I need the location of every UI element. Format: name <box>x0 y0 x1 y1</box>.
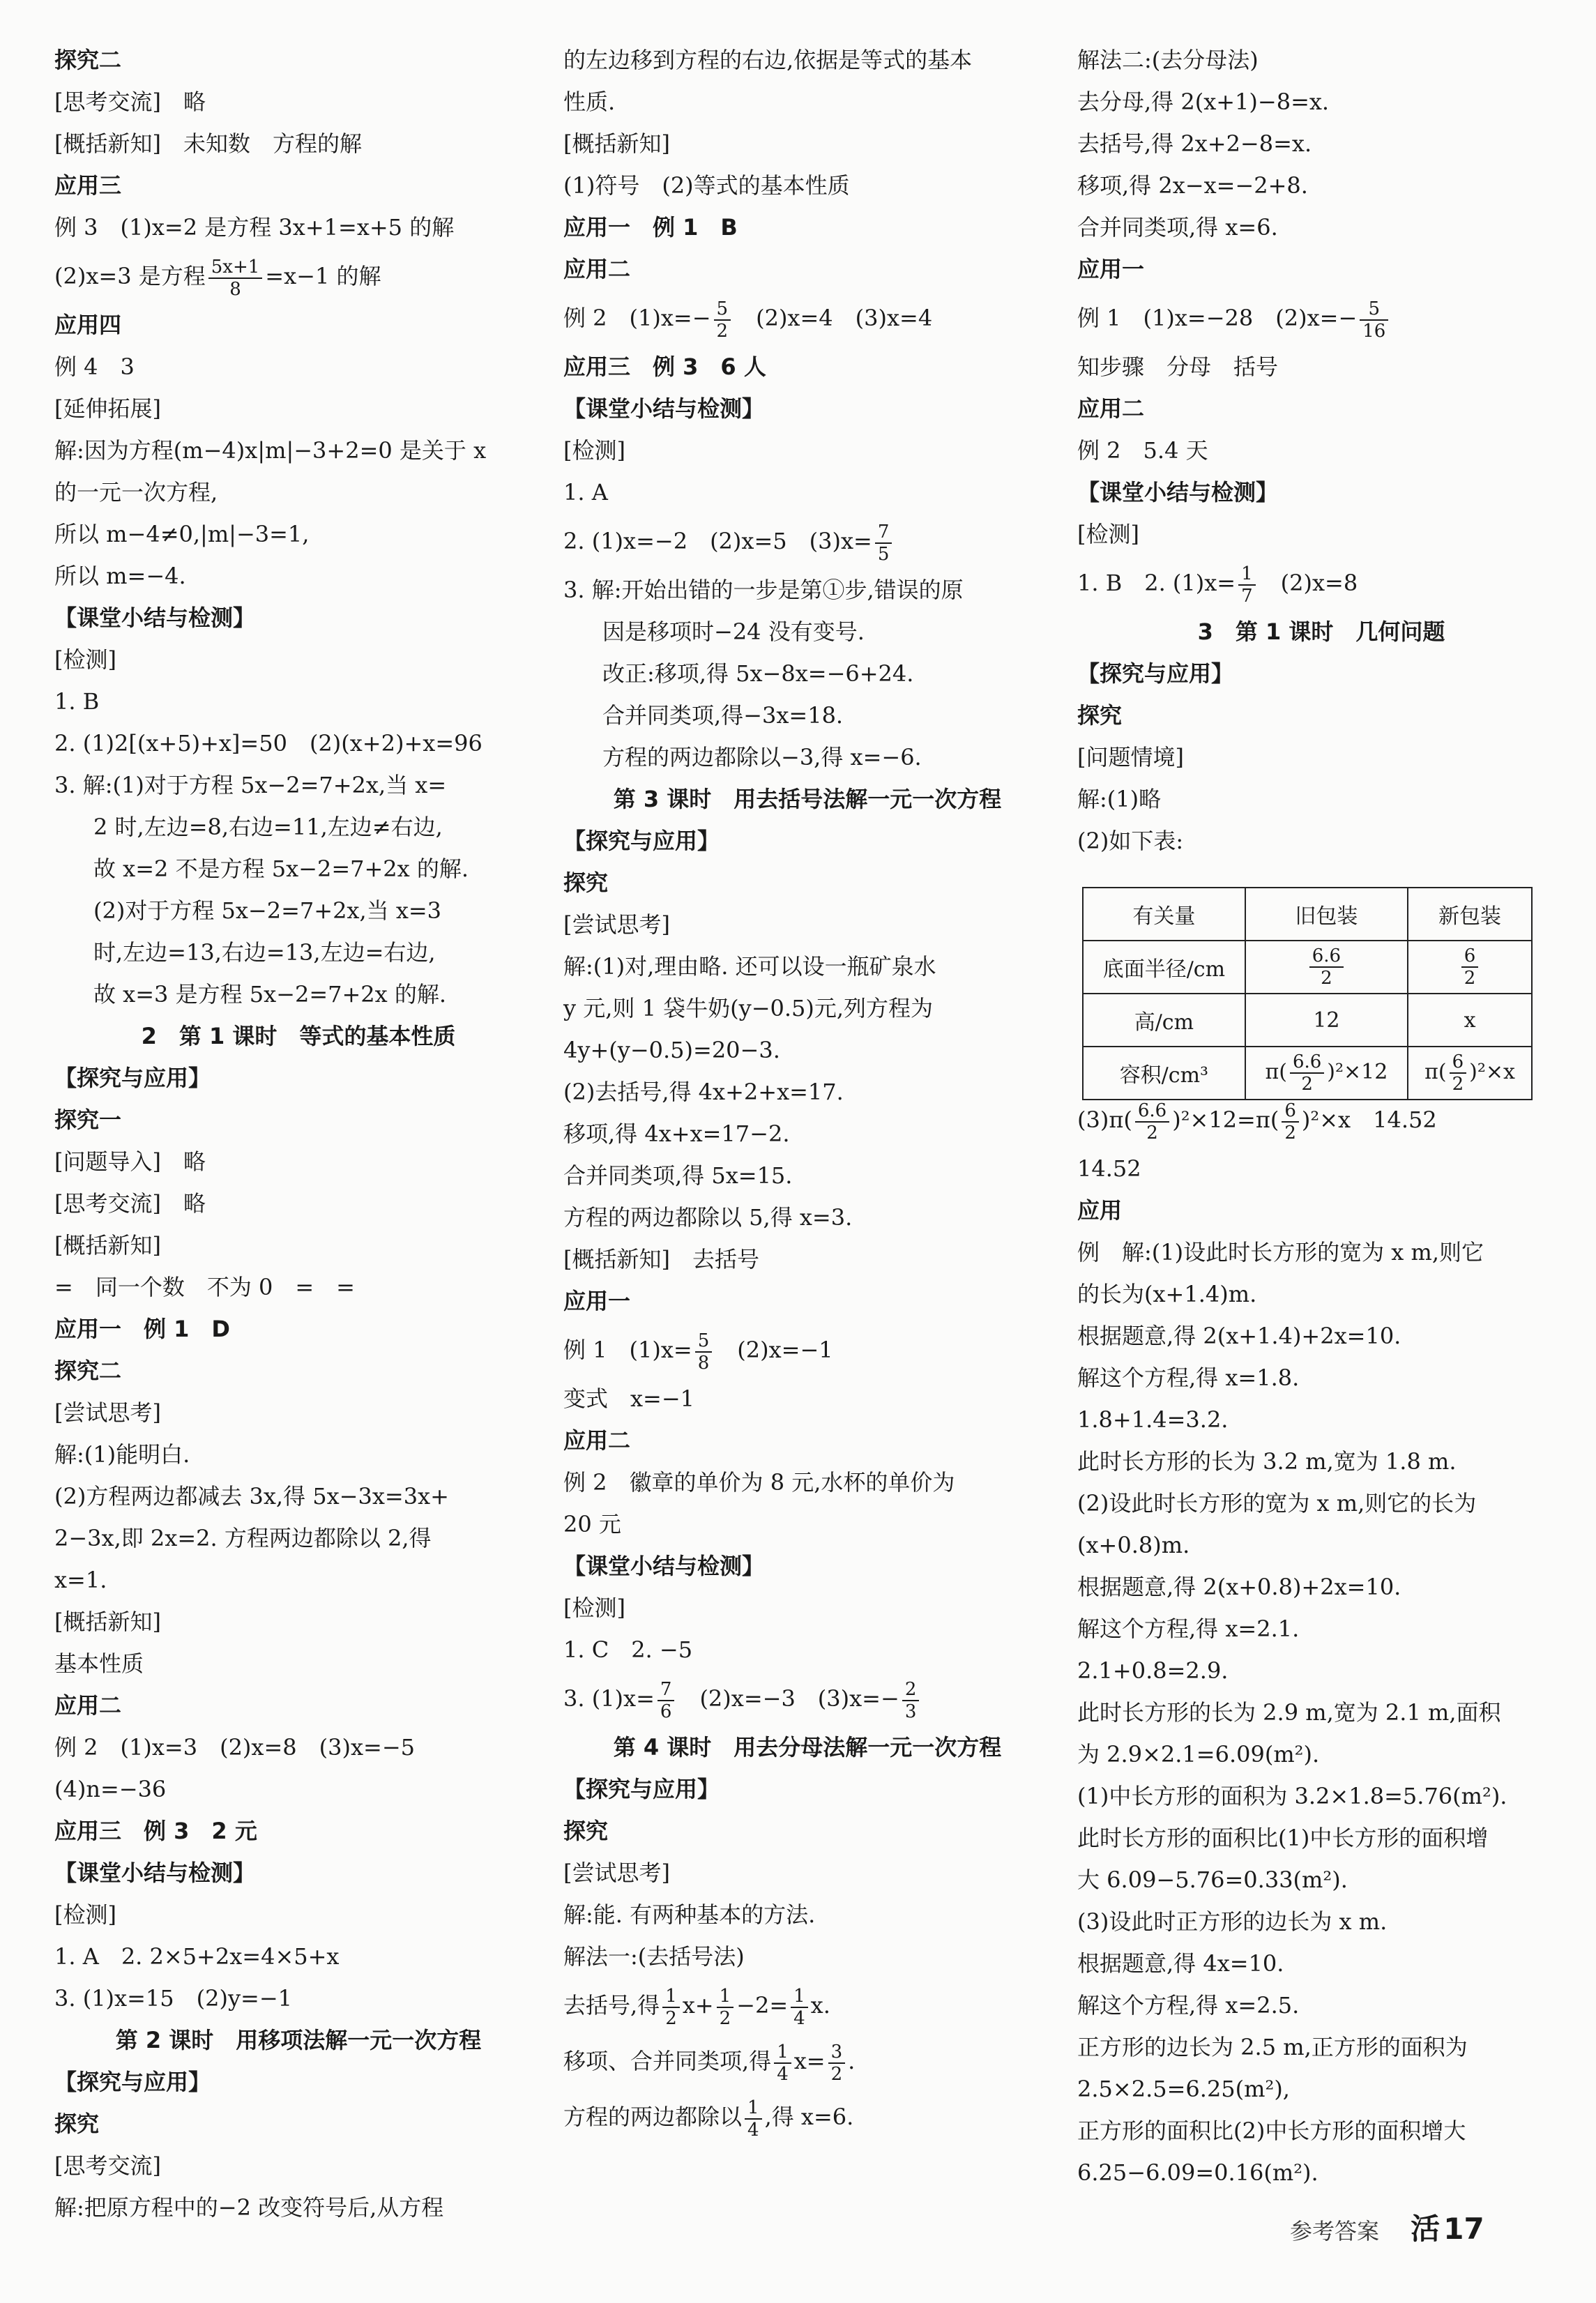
answer-line: 解:(1)对,理由略. 还可以设一瓶矿泉水 <box>563 953 936 980</box>
section-heading: [检测] <box>54 646 116 673</box>
answer-column-3 <box>1077 39 1565 2194</box>
answer-line: 1.8+1.4=3.2. <box>1077 1406 1229 1433</box>
table-cell: $\frac{6}{2}$ <box>1408 941 1532 994</box>
fraction: $\frac{1}{2}$ <box>662 1986 680 2029</box>
answer-line: 基本性质 <box>54 1650 144 1677</box>
lesson-title: 第 4 课时 用去分母法解一元一次方程 <box>613 1734 1002 1761</box>
answer-line: 解这个方程,得 x=2.1. <box>1077 1616 1300 1642</box>
section-heading: 【课堂小结与检测】 <box>563 1553 765 1579</box>
answer-line: 的长为(x+1.4)m. <box>1077 1281 1257 1307</box>
table-cell: 容积/cm³ <box>1083 1047 1245 1100</box>
answer-column-2 <box>563 39 1051 2145</box>
answer-line: 性质. <box>563 89 616 115</box>
fraction: $\frac{3}{2}$ <box>828 2042 846 2085</box>
section-heading: [检测] <box>54 1901 116 1928</box>
answer-line: (2)对于方程 5x−2=7+2x,当 x=3 <box>93 897 442 924</box>
lesson-title: 3 第 1 课时 几何问题 <box>1197 618 1445 645</box>
section-heading: 应用二 <box>563 1427 631 1454</box>
lesson-title: 2 第 1 课时 等式的基本性质 <box>141 1023 456 1049</box>
answer-line: 3. 解:(1)对于方程 5x−2=7+2x,当 x= <box>54 772 447 798</box>
page-number: 17 <box>1443 2212 1484 2246</box>
answer-line: 例 2 (1)x=3 (2)x=8 (3)x=−5 <box>54 1734 415 1761</box>
table-header: 新包装 <box>1408 888 1532 941</box>
section-heading: 应用四 <box>54 312 122 338</box>
answer-line: [概括新知] 去括号 <box>563 1246 759 1272</box>
section-heading: 探究二 <box>54 47 122 73</box>
section-heading: 应用二 <box>563 256 631 282</box>
answer-line: 正方形的边长为 2.5 m,正方形的面积为 <box>1077 2034 1468 2060</box>
fraction: $\frac{6.6}{2}$ <box>1135 1100 1169 1143</box>
table-cell: $\frac{6.6}{2}$ <box>1245 941 1408 994</box>
answer-line: 1. A 2. 2×5+2x=4×5+x <box>54 1943 340 1970</box>
fraction: $\frac{2}{3}$ <box>902 1679 920 1722</box>
answer-line: 方程的两边都除以 $\frac{1}{4}$ ,得 x=6. <box>563 2097 854 2141</box>
answer-line: (1)符号 (2)等式的基本性质 <box>563 172 850 199</box>
answer-line: 20 元 <box>563 1511 621 1537</box>
fraction: $\frac{1}{4}$ <box>774 2042 791 2085</box>
answer-line: 2.5×2.5=6.25(m²), <box>1077 2076 1290 2102</box>
section-heading: 应用一 <box>1077 256 1145 282</box>
section-heading: 应用二 <box>1077 395 1145 422</box>
section-heading: [检测] <box>1077 521 1139 547</box>
answer-line: 例 1 (1)x= $\frac{5}{8}$ (2)x=−1 <box>563 1330 833 1374</box>
section-heading: [问题情境] <box>1077 744 1184 770</box>
answer-line: 2. (1)2[(x+5)+x]=50 (2)(x+2)+x=96 <box>54 730 482 757</box>
answer-line: 2.1+0.8=2.9. <box>1077 1657 1229 1684</box>
answer-line: 移项,得 2x−x=−2+8. <box>1077 172 1308 199</box>
answer-line: (4)n=−36 <box>54 1776 167 1802</box>
section-heading: [概括新知] <box>54 1609 161 1635</box>
section-heading: 探究 <box>54 2111 100 2137</box>
fraction: $\frac{1}{7}$ <box>1238 563 1256 607</box>
answer-line: 此时长方形的面积比(1)中长方形的面积增 <box>1077 1825 1489 1851</box>
table-cell: π( $\frac{6}{2}$ )²×x <box>1408 1047 1532 1100</box>
answer-line: 3. (1)x= $\frac{7}{6}$ (2)x=−3 (3)x=− $\frac{2}{3}$ <box>563 1671 1051 1726</box>
answer-line: 6.25−6.09=0.16(m²). <box>1077 2159 1318 2186</box>
answer-line: 去括号,得 2x+2−8=x. <box>1077 130 1312 157</box>
section-heading: 探究 <box>1077 702 1123 729</box>
answer-line: 1. B 2. (1)x= $\frac{1}{7}$ (2)x=8 <box>1077 563 1358 607</box>
answer-line: 例 1 (1)x=−28 (2)x=− $\frac{5}{16}$ <box>1077 290 1565 346</box>
footer-label: 参考答案 <box>1290 2218 1380 2244</box>
section-heading: 【课堂小结与检测】 <box>563 395 765 422</box>
section-heading: [尝试思考] <box>54 1399 161 1426</box>
answer-line: 3. 解:开始出错的一步是第①步,错误的原 <box>563 577 964 603</box>
answer-line: = 同一个数 不为 0 = = <box>54 1274 355 1300</box>
fraction: $\frac{7}{5}$ <box>875 522 892 565</box>
lesson-title: 第 2 课时 用移项法解一元一次方程 <box>115 2027 482 2053</box>
answer-line: 此时长方形的长为 2.9 m,宽为 2.1 m,面积 <box>1077 1699 1501 1726</box>
section-heading: [概括新知] <box>54 1232 161 1259</box>
answer-line: 解这个方程,得 x=1.8. <box>1077 1365 1300 1391</box>
answer-line: 为 2.9×2.1=6.09(m²). <box>1077 1741 1320 1768</box>
answer-line: 例 2 徽章的单价为 8 元,水杯的单价为 <box>563 1469 955 1496</box>
table-header: 有关量 <box>1083 888 1245 941</box>
answer-column-1 <box>54 39 542 2228</box>
answer-line: 例 3 (1)x=2 是方程 3x+1=x+5 的解 <box>54 214 455 241</box>
answer-line: 3. (1)x=15 (2)y=−1 <box>54 1985 293 2012</box>
table-row <box>1083 994 1532 1047</box>
section-heading: 应用二 <box>54 1692 122 1719</box>
section-heading: 应用一 <box>563 1288 631 1314</box>
answer-line: 应用三 例 3 6 人 <box>563 354 766 380</box>
answer-line: 因是移项时−24 没有变号. <box>602 618 865 645</box>
answer-line: (2)去括号,得 4x+2+x=17. <box>563 1079 844 1105</box>
answer-line: 方程的两边都除以−3,得 x=−6. <box>602 744 922 770</box>
section-heading: 探究 <box>563 1818 609 1844</box>
answer-line: y 元,则 1 袋牛奶(y−0.5)元,列方程为 <box>563 995 934 1021</box>
answer-line: 根据题意,得 2(x+1.4)+2x=10. <box>1077 1323 1401 1349</box>
section-heading: 应用 <box>1077 1197 1123 1224</box>
section-heading: 【探究与应用】 <box>54 2069 211 2095</box>
answer-line: (3)π( $\frac{6.6}{2}$ )²×12=π( $\frac{6}{2}$ )²×x 14.52 <box>1077 1100 1437 1143</box>
section-heading: [检测] <box>563 437 625 464</box>
answer-line: 的左边移到方程的右边,依据是等式的基本 <box>563 47 973 73</box>
section-heading: 探究二 <box>54 1358 122 1384</box>
section-heading: 【课堂小结与检测】 <box>54 605 256 631</box>
answer-line: 2 时,左边=8,右边=11,左边≠右边, <box>93 814 443 840</box>
section-heading: 【探究与应用】 <box>563 828 720 854</box>
answer-line: 时,左边=13,右边=13,左边=右边, <box>93 939 436 966</box>
section-heading: [思考交流] <box>54 2152 161 2179</box>
answer-line: 变式 x=−1 <box>563 1385 695 1412</box>
section-heading: [概括新知] <box>563 130 670 157</box>
answer-line: 知步骤 分母 括号 <box>1077 354 1279 380</box>
answer-line: 解:(1)能明白. <box>54 1441 190 1468</box>
fraction: $\frac{6}{2}$ <box>1282 1100 1299 1143</box>
answer-line: (2)如下表: <box>1077 828 1184 854</box>
fraction: $\frac{5}{2}$ <box>714 298 731 342</box>
section-heading: [延伸拓展] <box>54 395 161 422</box>
answer-line: 2. (1)x=−2 (2)x=5 (3)x= $\frac{7}{5}$ <box>563 513 1051 569</box>
section-heading: [检测] <box>563 1595 625 1621</box>
answer-line: 合并同类项,得−3x=18. <box>602 702 844 729</box>
table-row <box>1083 888 1532 941</box>
fraction: $\frac{5}{16}$ <box>1360 298 1388 342</box>
fraction: $\frac{5}{8}$ <box>695 1330 713 1374</box>
answer-line: 应用三 例 3 2 元 <box>54 1818 257 1844</box>
packaging-table <box>1082 887 1533 1100</box>
answer-line: 例 2 (1)x=− $\frac{5}{2}$ (2)x=4 (3)x=4 <box>563 298 933 342</box>
section-heading: 探究 <box>563 869 609 896</box>
answer-line: 解:把原方程中的−2 改变符号后,从方程 <box>54 2194 444 2221</box>
section-heading: [尝试思考] <box>563 911 670 938</box>
answer-line: (2)方程两边都减去 3x,得 5x−3x=3x+ <box>54 1483 449 1510</box>
table-cell: x <box>1408 994 1532 1047</box>
answer-line: 大 6.09−5.76=0.33(m²). <box>1077 1867 1348 1893</box>
answer-line: 14.52 <box>1077 1155 1141 1182</box>
answer-line: 解:能. 有两种基本的方法. <box>563 1901 816 1928</box>
section-heading: 【课堂小结与检测】 <box>1077 479 1279 506</box>
table-cell: π( $\frac{6.6}{2}$ )²×12 <box>1245 1047 1408 1100</box>
answer-line: 例 解:(1)设此时长方形的宽为 x m,则它 <box>1077 1239 1484 1265</box>
table-cell: 高/cm <box>1083 994 1245 1047</box>
section-heading: 【探究与应用】 <box>54 1065 211 1091</box>
section-heading: 探究一 <box>54 1107 122 1133</box>
answer-line: 此时长方形的长为 3.2 m,宽为 1.8 m. <box>1077 1448 1457 1475</box>
answer-line: 4y+(y−0.5)=20−3. <box>563 1037 780 1063</box>
section-heading: 【探究与应用】 <box>1077 660 1234 687</box>
answer-line: (2)设此时长方形的宽为 x m,则它的长为 <box>1077 1490 1477 1517</box>
answer-line: 解法一:(去括号法) <box>563 1943 745 1970</box>
answer-line: 故 x=2 不是方程 5x−2=7+2x 的解. <box>93 856 469 882</box>
answer-line: 解:因为方程(m−4)x|m|−3+2=0 是关于 x <box>54 437 487 464</box>
answer-line: x=1. <box>54 1567 107 1593</box>
answer-line: [问题导入] 略 <box>54 1148 206 1175</box>
answer-line: 正方形的面积比(2)中长方形的面积增大 <box>1077 2118 1466 2144</box>
answer-line: 解法二:(去分母法) <box>1077 47 1259 73</box>
answer-line: 合并同类项,得 x=6. <box>1077 214 1278 241</box>
table-cell: 12 <box>1245 994 1408 1047</box>
fraction: $\frac{7}{6}$ <box>658 1679 675 1722</box>
answer-line: 所以 m=−4. <box>54 563 186 589</box>
answer-line: 根据题意,得 4x=10. <box>1077 1950 1284 1977</box>
page-footer <box>1290 2206 1484 2248</box>
section-heading: [尝试思考] <box>563 1860 670 1886</box>
answer-line: (3)设此时正方形的边长为 x m. <box>1077 1908 1388 1935</box>
answer-line: 合并同类项,得 5x=15. <box>563 1162 793 1189</box>
answer-line: 根据题意,得 2(x+0.8)+2x=10. <box>1077 1574 1401 1600</box>
answer-line: 所以 m−4≠0,|m|−3=1, <box>54 521 310 547</box>
table-cell: 底面半径/cm <box>1083 941 1245 994</box>
answer-line: (2)x=3 是方程 $\frac{5x+1}{8}$ =x−1 的解 <box>54 256 381 300</box>
answer-line: 移项、合并同类项,得 $\frac{1}{4}$ x= $\frac{3}{2}$ . <box>563 2041 856 2085</box>
answer-line: 1. A <box>563 479 608 506</box>
table-row <box>1083 1047 1532 1100</box>
answer-line: [思考交流] 略 <box>54 1190 206 1217</box>
answer-line: 1. B <box>54 688 100 715</box>
answer-line: 2−3x,即 2x=2. 方程两边都除以 2,得 <box>54 1525 432 1551</box>
answer-line: [思考交流] 略 <box>54 89 206 115</box>
answer-line: 改正:移项,得 5x−8x=−6+24. <box>602 660 914 687</box>
answer-line: 故 x=3 是方程 5x−2=7+2x 的解. <box>93 981 447 1008</box>
answer-line: 解这个方程,得 x=2.5. <box>1077 1992 1300 2019</box>
fraction: $\frac{1}{4}$ <box>745 2097 762 2141</box>
answer-line: (1)中长方形的面积为 3.2×1.8=5.76(m²). <box>1077 1783 1507 1809</box>
section-heading: 【课堂小结与检测】 <box>54 1860 256 1886</box>
answer-line: 移项,得 4x+x=17−2. <box>563 1120 790 1147</box>
section-heading: 【探究与应用】 <box>563 1776 720 1802</box>
fraction: $\frac{1}{2}$ <box>717 1986 734 2029</box>
answer-line: 1. C 2. −5 <box>563 1636 693 1663</box>
answer-line: [概括新知] 未知数 方程的解 <box>54 130 362 157</box>
answer-line: 去括号,得 $\frac{1}{2}$ x+ $\frac{1}{2}$ −2= $\frac{1}{4}$ x. <box>563 1985 830 2029</box>
table-row <box>1083 941 1532 994</box>
answer-line: 例 4 3 <box>54 354 135 380</box>
answer-line: 应用一 例 1 B <box>563 214 738 241</box>
brand-mark: 活 <box>1411 2212 1441 2246</box>
section-heading: 应用三 <box>54 172 122 199</box>
answer-line: 应用一 例 1 D <box>54 1316 230 1342</box>
fraction: $\frac{5x+1}{8}$ <box>208 257 263 300</box>
table-header: 旧包装 <box>1245 888 1408 941</box>
lesson-title: 第 3 课时 用去括号法解一元一次方程 <box>613 786 1002 812</box>
answer-line: (x+0.8)m. <box>1077 1532 1190 1558</box>
answer-line: 例 2 5.4 天 <box>1077 437 1208 464</box>
answer-line: 的一元一次方程, <box>54 479 218 506</box>
answer-line: 解:(1)略 <box>1077 786 1162 812</box>
answer-line: 方程的两边都除以 5,得 x=3. <box>563 1204 853 1231</box>
fraction: $\frac{1}{4}$ <box>791 1986 808 2029</box>
answer-line: 去分母,得 2(x+1)−8=x. <box>1077 89 1330 115</box>
